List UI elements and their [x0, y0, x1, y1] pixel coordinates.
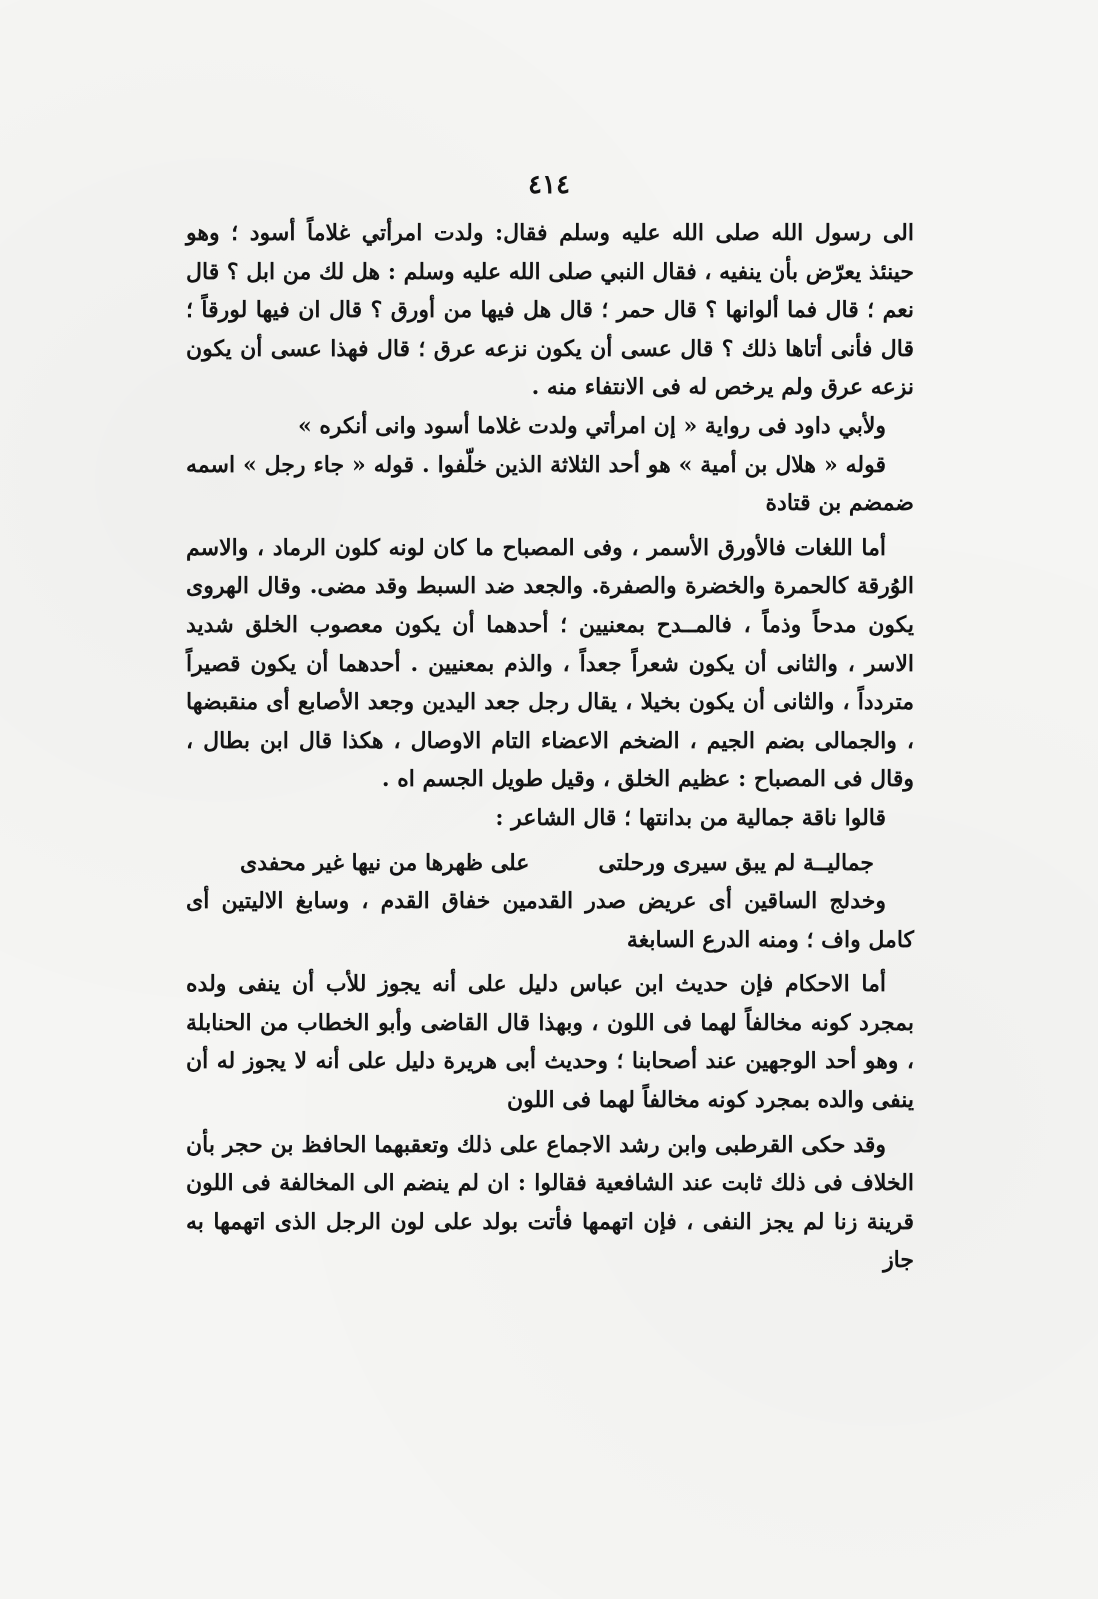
- page-number: ٤١٤: [528, 170, 570, 200]
- paragraph-7: أما الاحكام فإن حديث ابن عباس دليل على أنه يجوز للأب أن ينفى ولده بمجرد كونه مخالفاً لهما فى اللون ، وبهذا قال القاضى وأبو الخطاب من الحنابلة ، وهو أحد الوجهين عند أصحابنا ؛ وحديث أبى هريرة دليل على أنه لا يجوز له أن ينفى والده بمجرد كونه مخالفاً لهما فى اللون: [186, 971, 915, 1114]
- paragraph-4: أما اللغات فالأورق الأسمر ، وفى المصباح ما كان لونه كلون الرماد ، والاسم الوُرقة كالحمرة والخضرة والصفرة. والجعد ضد السبط وقد مضى. وقال الهروى يكون مدحاً وذماً ، فالمــدح بمعنيين ؛ أحدهما أن يكون معصوب الخلق شديد الاسر ، والثانى أن يكون شعراً جعداً ، والذم بمعنيين . أحدهما أن يكون قصيراً متردداً ، والثانى أن يكون بخيلا ، يقال رجل جعد اليدين وجعد الأصابع أى منقبضها ، والجمالى بضم الجيم ، الضخم الاعضاء التام الاوصال ، هكذا قال ابن بطال ، وقال فى المصباح : عظيم الخلق ، وقيل طويل الجسم اه .: [186, 534, 914, 793]
- paragraph-3: قوله « هلال بن أمية » هو أحد الثلاثة الذين خلّفوا . قوله « جاء رجل » اسمه ضمضم بن قتادة: [186, 451, 914, 517]
- paragraph-1: الى رسول الله صلى الله عليه وسلم فقال: ولدت امرأتي غلاماً أسود ؛ وهو حينئذ يعرّض بأن ينفيه ، فقال النبي صلى الله عليه وسلم : هل لك من ابل ؟ قال نعم ؛ قال فما ألوانها ؟ قال حمر ؛ قال هل فيها من أورق ؟ قال ان فيها لورقاً ؛ قال فأنى أتاها ذلك ؟ قال عسى أن يكون نزعه عرق ؛ قال فهذا عسى أن يكون نزعه عرق ولم يرخص له فى الانتفاء منه .: [186, 220, 914, 401]
- verse-second-hemistich: على ظهرها من نيها غير محفدى: [240, 849, 530, 876]
- poetry-verse: [186, 844, 914, 883]
- paragraph-6: وخدلج الساقين أى عريض صدر القدمين خفاق القدم ، وسابغ الاليتين أى كامل واف ؛ ومنه الدرع السابغة: [186, 888, 914, 953]
- paragraph-5: قالوا ناقة جمالية من بدانتها ؛ قال الشاعر :: [495, 804, 886, 831]
- paragraph-8: وقد حكى القرطبى وابن رشد الاجماع على ذلك وتعقبهما الحافظ بن حجر بأن الخلاف فى ذلك ثابت عند الشافعية فقالوا : ان لم ينضم الى المخالفة فى اللون قرينة زنا لم يجز النفى ، فإن اتهمها فأتت بولد على لون الرجل الذى اتهمها به جاز: [186, 1131, 914, 1274]
- body-text: [186, 214, 914, 1280]
- verse-first-hemistich: جماليــة لم يبق سيرى ورحلتى: [598, 849, 874, 876]
- paragraph-2: ولأبي داود فى رواية « إن امرأتي ولدت غلاما أسود وانى أنكره »: [297, 412, 886, 439]
